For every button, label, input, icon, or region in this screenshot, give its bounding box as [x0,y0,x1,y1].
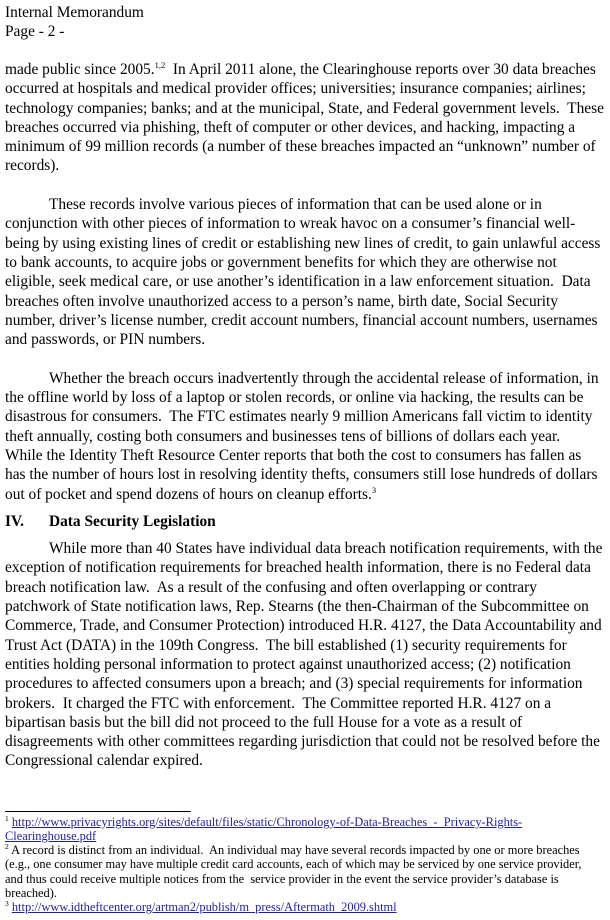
text-line [5,311,603,330]
text-line [5,118,603,137]
footnote-2 [5,843,603,900]
line-text: In April 2011 alone, the Clearinghouse reports over 30 data breaches [165,61,596,78]
line-text: technology companies; banks; and at the municipal, State, and Federal government levels. These [5,99,604,117]
text-line [5,292,603,311]
line-text: These records involve various pieces of information that can be used alone or in [49,196,542,214]
section-heading [5,512,603,531]
text-line [5,694,603,713]
text-line [5,330,603,349]
line-text: breaches often involve unauthorized access to a person’s name, birth date, Social Security [5,292,559,310]
text-line [5,156,603,175]
memo-title: Internal Memorandum [5,4,144,21]
text-line [5,60,603,79]
line-text: records). [5,157,60,175]
line-text: number, driver’s license number, credit account numbers, financial account numbers, usernames [5,311,598,329]
footnote-marker: 2 [5,842,9,852]
line-text: to bank accounts, to acquire jobs or government benefits for which they are otherwise not [5,253,557,271]
text-line [5,137,603,156]
text-line [5,578,603,597]
footnote-separator [5,811,191,812]
footnote-reference: 1,2 [154,60,166,70]
footnote-2-text: and thus could receive multiple notices from the service provider in the event the service provider’s database is [5,871,559,886]
text-line [5,751,603,770]
body-text [5,60,603,771]
line-text: has the number of hours lost in resolving identity thefts, consumers still lose hundreds of dollars [5,466,598,484]
text-line [5,655,603,674]
line-text: occurred at hospitals and medical provider offices; universities; insurance companies; airlines; [5,80,586,98]
line-text: patchwork of State notification laws, Rep. Stearns (the then-Chairman of the Subcommittee on [5,598,589,616]
text-line [5,485,603,504]
line-text: eligible, seek medical care, or use another’s identification in a law enforcement situation. Data [5,273,591,291]
paragraph-legislation [5,539,603,771]
footnote-1 [5,815,603,843]
text-line [5,713,603,732]
text-line [5,253,603,272]
spacer [5,531,603,539]
line-text: Trust Act (DATA) in the 109th Congress. The bill established (1) security requirements for [5,636,567,654]
spacer [5,41,603,60]
footnote-1-link[interactable]: http://www.privacyrights.org/sites/default/files/static/Chronology-of-Data-Breaches_-_Privacy-Rights- [11,814,523,829]
footnote-reference: 3 [371,484,377,495]
line-text: bipartisan basis but the bill did not proceed to the full House for a vote as a result of [5,713,523,731]
text-line [5,427,603,446]
text-line [5,558,603,577]
text-line [5,446,603,465]
footnotes [5,815,603,914]
line-text: disastrous for consumers. The FTC estimates nearly 9 million Americans fall victim to identity [5,408,593,426]
footnote-area [5,811,603,914]
line-text: While more than 40 States have individual data breach notification requirements, with the [49,540,603,558]
text-line [5,79,603,98]
line-text: exception of notification requirements for breached health information, there is no Federal data [5,559,591,577]
text-line [5,732,603,751]
spacer [5,176,603,195]
line-text: disagreements with other committees regarding jurisdiction that could not be resolved before the [5,733,600,751]
footnote-marker: 1 [5,813,9,823]
section-number: IV. [5,512,24,530]
paragraph-3 [5,369,603,504]
text-line [5,214,603,233]
text-line [5,272,603,291]
section-title: Data Security Legislation [49,512,216,530]
line-text: procedures to affected consumers upon a breach; and (3) special requirements for information [5,675,583,693]
line-text: breach notification law. As a result of the confusing and often overlapping or contrary [5,578,537,596]
line-text: Commerce, Trade, and Consumer Protection) introduced H.R. 4127, the Data Accountability and [5,617,602,635]
paragraph-2 [5,195,603,349]
line-text: made public since 2005. [5,61,155,78]
text-line [5,388,603,407]
line-text: conjunction with other pieces of information to wreak havoc on a consumer’s financial well- [5,215,576,233]
line-text: brokers. It charged the FTC with enforcement. The Committee reported H.R. 4127 on a [5,694,552,712]
paragraph-1 [5,60,603,176]
text-line [5,597,603,616]
footnote-2-text: breached). [5,885,57,900]
line-text: Congressional calendar expired. [5,752,203,770]
text-line [5,674,603,693]
line-text: entities holding personal information to protect against unauthorized access; (2) notification [5,655,571,673]
line-text: While the Identity Theft Resource Center reports that both the cost to consumers has fallen as [5,446,582,464]
spacer [5,349,603,368]
text-line [5,99,603,118]
text-line [5,195,603,214]
line-text: theft annually, costing both consumers and businesses tens of billions of dollars each year. [5,427,561,445]
text-line [5,369,603,388]
line-text: being by using existing lines of credit or establishing new lines of credit, to gain unlawful access [5,234,601,252]
text-line [5,616,603,635]
footnote-marker: 3 [5,898,9,908]
line-text: breaches occurred via phishing, theft of computer or other devices, and hacking, impacting a [5,118,576,136]
text-line [5,465,603,484]
text-line [5,636,603,655]
line-text: out of pocket and spend dozens of hours on cleanup efforts. [5,485,372,503]
text-line [5,407,603,426]
spacer [5,504,603,512]
line-text: Whether the breach occurs inadvertently through the accidental release of information, in [49,369,599,387]
text-line [5,234,603,253]
footnote-2-text: (e.g., one consumer may have multiple credit card accounts, each of which may be serviced by one service provider, [5,857,582,872]
footnote-1-link-continued[interactable]: Clearinghouse.pdf [5,828,97,843]
line-text: the offline world by loss of a laptop or stolen records, or online via hacking, the results can be [5,389,584,407]
footnote-3-link[interactable]: http://www.idtheftcenter.org/artman2/publish/m_press/Aftermath_2009.shtml [11,899,397,914]
footnote-2-text: A record is distinct from an individual. An individual may have several records impacted by one or more breaches [11,843,580,858]
footnote-3 [5,900,603,914]
page-number: Page - 2 - [5,23,65,40]
text-line [5,539,603,558]
line-text: and passwords, or PIN numbers. [5,331,206,349]
line-text: minimum of 99 million records (a number of these breaches impacted an “unknown” number of [5,138,596,156]
